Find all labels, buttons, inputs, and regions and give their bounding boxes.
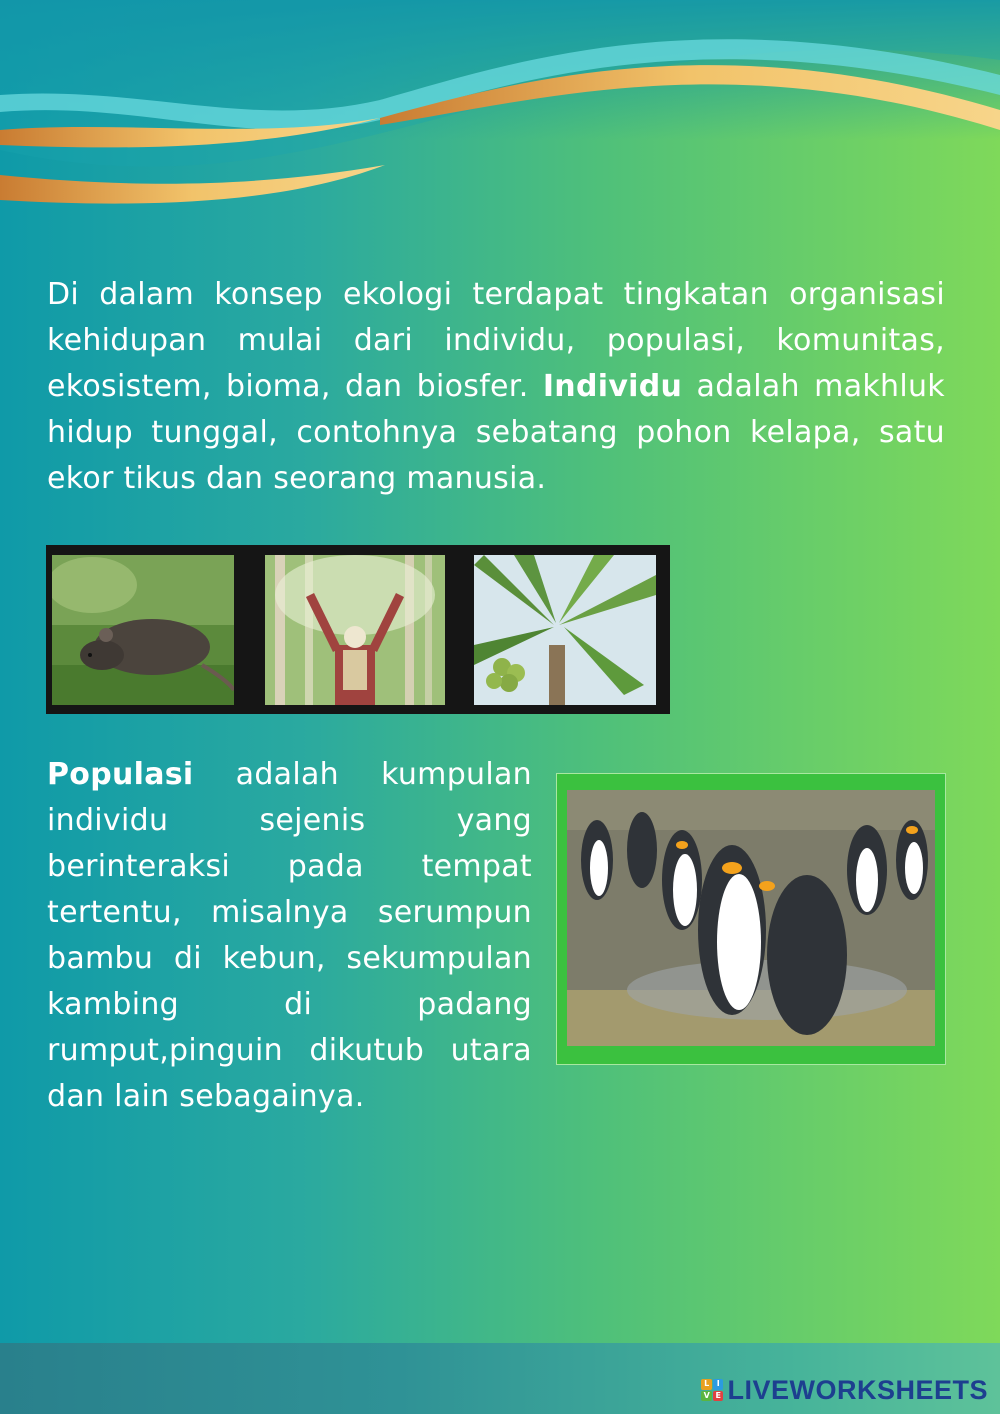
liveworksheets-logo <box>701 1374 988 1406</box>
person-photo <box>265 555 445 705</box>
mark-letter-l: L <box>701 1379 712 1390</box>
mark-letter-i: I <box>713 1379 724 1390</box>
intro-paragraph <box>47 272 945 502</box>
populasi-paragraph <box>47 752 532 1120</box>
intro-text-after: adalah makhluk hidup tunggal, contohnya sebatang pohon kelapa, satu ekor tikus dan seorang manusia. <box>47 369 945 496</box>
intro-text-before: Di dalam konsep ekologi terdapat tingkatan organisasi kehidupan mulai dari individu, populasi, komunitas, ekosistem, bioma, dan biosfer. <box>47 277 945 404</box>
rat-photo <box>52 555 234 705</box>
mark-letter-e: E <box>713 1391 724 1402</box>
liveworksheets-mark-icon <box>701 1379 723 1401</box>
liveworksheets-brand-text: LIVEWORKSHEETS <box>727 1374 988 1405</box>
decorative-waves <box>0 0 1000 240</box>
term-populasi: Populasi <box>47 757 194 792</box>
mark-letter-v: V <box>701 1391 712 1402</box>
penguin-colony-photo <box>567 790 935 1046</box>
coconut-palm-photo <box>474 555 656 705</box>
penguin-photo-frame <box>556 773 946 1065</box>
term-individu: Individu <box>542 369 683 404</box>
film-strip-image <box>46 545 670 714</box>
populasi-text: adalah kumpulan individu sejenis yang berinteraksi pada tempat tertentu, misalnya serumpun bambu di kebun, sekumpulan kambing di padang rumput,pinguin dikutub utara dan lain sebagainya. <box>47 757 532 1114</box>
